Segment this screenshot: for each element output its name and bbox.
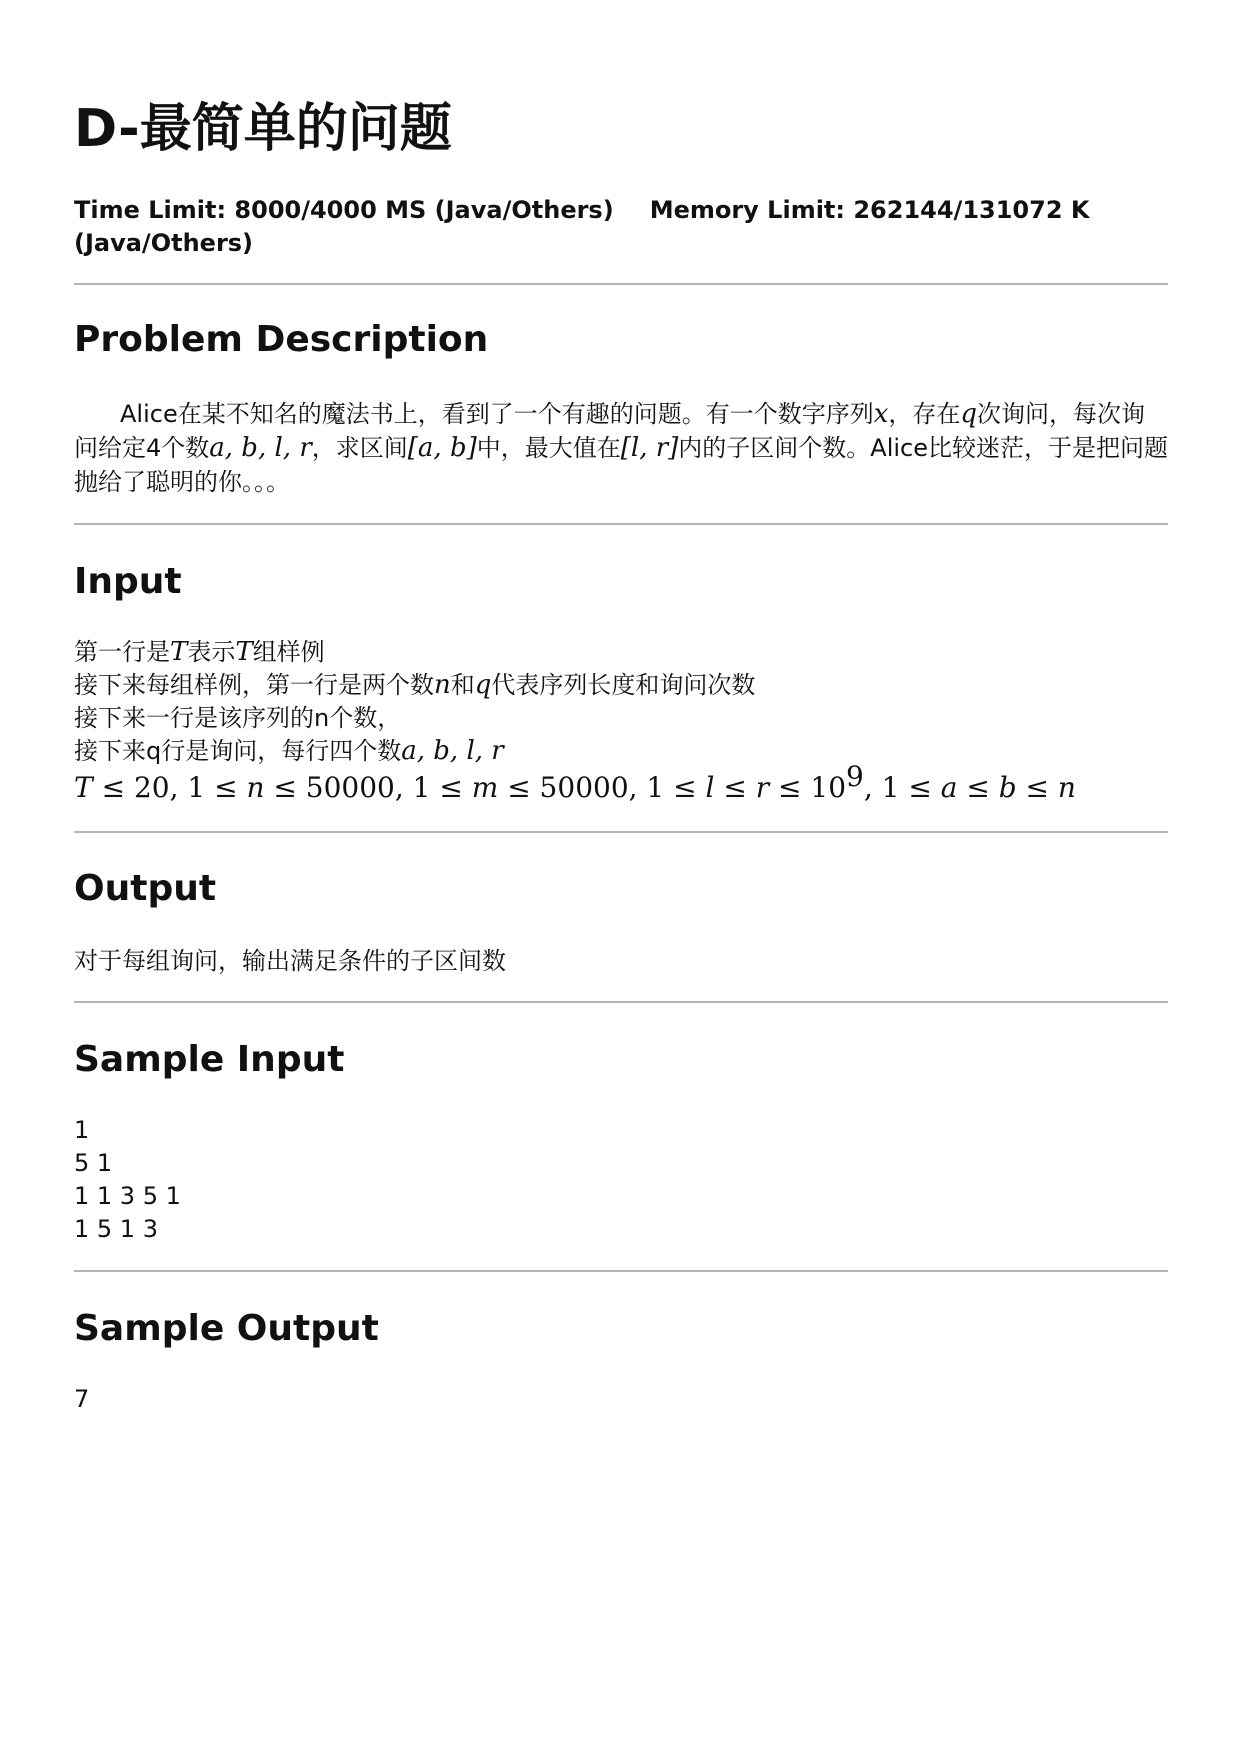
heading-input: Input bbox=[74, 561, 182, 602]
divider bbox=[74, 523, 1168, 525]
input-line-4: 接下来q行是询问，每行四个数a, b, l, r bbox=[74, 736, 504, 766]
input-line-1: 第一行是T表示T组样例 bbox=[74, 637, 325, 667]
math-abcr: a, b, l, r bbox=[209, 433, 312, 463]
input-line-3: 接下来一行是该序列的n个数， bbox=[74, 704, 402, 732]
math-x: x bbox=[873, 399, 889, 429]
input-text bbox=[74, 636, 1168, 808]
sample-output-text: 7 bbox=[74, 1385, 90, 1413]
input-line-2: 接下来每组样例，第一行是两个数n和q代表序列长度和询问次数 bbox=[74, 670, 756, 700]
heading-sample-input: Sample Input bbox=[74, 1039, 345, 1080]
constraints-formula: T ≤ 20, 1 ≤ n ≤ 50000, 1 ≤ m ≤ 50000, $1 \le l \le r \le 10^9$, 1 ≤ a ≤ b ≤ n bbox=[74, 760, 1076, 804]
memory-limit: Memory Limit: 262144/131072 K (Java/Others) bbox=[74, 196, 1090, 257]
math-interval-lr: [l, r] bbox=[620, 433, 679, 463]
heading-output: Output bbox=[74, 868, 217, 909]
divider bbox=[74, 1001, 1168, 1003]
math-q: q bbox=[960, 399, 978, 429]
math-interval-ab: [a, b] bbox=[407, 433, 477, 463]
heading-sample-output: Sample Output bbox=[74, 1308, 379, 1349]
page-title: D-最简单的问题 bbox=[74, 99, 452, 159]
divider bbox=[74, 283, 1168, 285]
limits bbox=[74, 194, 1134, 260]
heading-problem-description: Problem Description bbox=[74, 319, 489, 360]
divider bbox=[74, 831, 1168, 833]
output-text: 对于每组询问，输出满足条件的子区间数 bbox=[74, 947, 506, 975]
time-limit: Time Limit: 8000/4000 MS (Java/Others) bbox=[74, 196, 614, 224]
description-text: Alice在某不知名的魔法书上，看到了一个有趣的问题。有一个数字序列x，存在q次询问，每次询问给定4个数a, b, l, r，求区间[a, b]中，最大值在[l, r]内的子区间个数。Alice比较迷茫，于是把问题抛给了聪明的你。。。 bbox=[74, 399, 1169, 496]
divider bbox=[74, 1270, 1168, 1272]
sample-input-text: 1 5 1 1 1 3 5 1 1 5 1 3 bbox=[74, 1116, 181, 1243]
